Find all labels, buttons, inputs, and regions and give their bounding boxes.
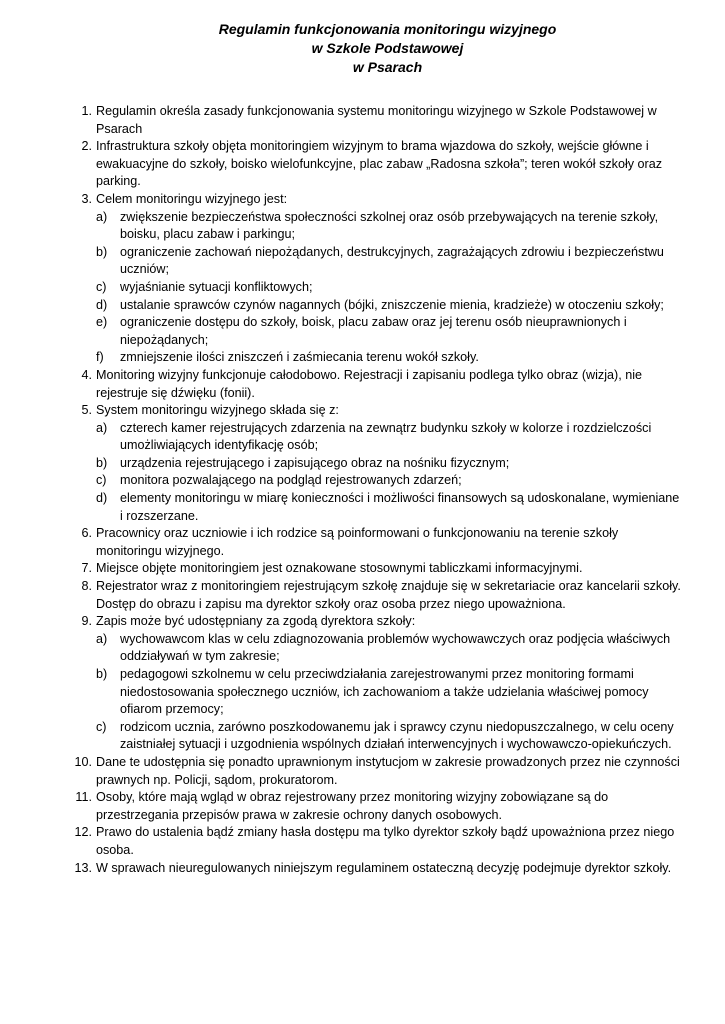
sub-text: ustalanie sprawców czynów nagannych (bójki, zniszczenie mienia, kradzieże) w otoczeniu szkoły;: [120, 297, 664, 312]
regulation-item-5: [70, 402, 685, 525]
item-text: Zapis może być udostępniany za zgodą dyrektora szkoły:: [96, 614, 416, 629]
item-number: 1.: [81, 104, 92, 118]
sub-text: zwiększenie bezpieczeństwa społeczności szkolnej oraz osób przebywających na terenie szkoły, boisku, placu zabaw i parkingu;: [120, 209, 659, 242]
title-line-2: w Szkole Podstawowej: [311, 40, 464, 56]
sub-letter: b): [96, 455, 108, 470]
item-text: Monitoring wizyjny funkcjonuje całodobowo. Rejestracji i zapisaniu podlega tylko obraz (wizja), nie rejestruje się dźwięku (fonii).: [96, 367, 643, 400]
item-number: 8.: [81, 579, 92, 594]
sublist: [96, 420, 685, 526]
item-text: Miejsce objęte monitoringiem jest oznakowane stosownymi tabliczkami informacyjnymi.: [96, 561, 583, 576]
sub-text: ograniczenie zachowań niepożądanych, destrukcyjnych, zagrażających zdrowiu i bezpieczeństwu uczniów;: [120, 244, 664, 277]
sub-text: pedagogowi szkolnemu w celu przeciwdziałania zarejestrowanymi przez monitoring formami niedostosowania społecznego uczniów, ich zachowaniom a także udzielania właściwej pomocy ofiarom przemocy;: [120, 667, 649, 717]
regulation-item-1: [70, 103, 685, 138]
sub-letter: b): [96, 244, 108, 259]
item-number: 7.: [81, 561, 92, 576]
item-number: 12.: [74, 825, 92, 840]
sub-text: rodzicom ucznia, zarówno poszkodowanemu jak i sprawcy czynu niedopuszczalnego, w celu oceny zaistniałej sytuacji i uzgodnienia wspólnych działań interwencyjnych i wychowawczo-opiekuńczych.: [120, 719, 674, 752]
regulation-item-13: [70, 860, 685, 878]
title-line-3: w Psarach: [352, 59, 423, 75]
title-line-1: Regulamin funkcjonowania monitoringu wizyjnego: [218, 21, 557, 37]
sub-item: [96, 490, 685, 525]
item-number: 9.: [81, 614, 92, 629]
item-number: 10.: [74, 754, 92, 769]
regulation-item-7: [70, 560, 685, 578]
document-title: [70, 20, 685, 77]
sub-item: [96, 455, 685, 473]
regulation-item-12: [70, 824, 685, 859]
sublist: [96, 631, 685, 754]
sub-item: [96, 297, 685, 315]
sub-item: [96, 719, 685, 754]
regulation-item-10: [70, 754, 685, 789]
item-number: 11.: [75, 790, 92, 805]
sub-item: [96, 314, 685, 349]
regulation-item-11: [70, 789, 685, 824]
item-number: 3.: [81, 191, 92, 206]
sub-text: ograniczenie dostępu do szkoły, boisk, placu zabaw oraz jej terenu osób nieuprawnionych i niepożądanych;: [120, 315, 627, 347]
regulation-item-4: [70, 367, 685, 402]
item-text: Prawo do ustalenia bądź zmiany hasła dostępu ma tylko dyrektor szkoły bądź upoważniona przez niego osoba.: [96, 825, 675, 857]
item-text: Celem monitoringu wizyjnego jest:: [96, 191, 288, 206]
sub-text: monitora pozwalającego na podgląd rejestrowanych zdarzeń;: [120, 473, 462, 488]
item-number: 4.: [81, 367, 92, 382]
sub-letter: c): [96, 719, 107, 734]
sub-letter: a): [96, 420, 108, 435]
item-text: Regulamin określa zasady funkcjonowania systemu monitoringu wizyjnego w Szkole Podstawowej w Psarach: [96, 104, 657, 136]
item-number: 13.: [74, 860, 92, 875]
sub-item: [96, 472, 685, 490]
sub-item: [96, 420, 685, 455]
sub-text: wyjaśnianie sytuacji konfliktowych;: [120, 279, 313, 294]
sub-letter: a): [96, 631, 108, 646]
sub-text: wychowawcom klas w celu zdiagnozowania problemów wychowawczych oraz podjęcia właściwych oddziaływań w tym zakresie;: [120, 631, 671, 664]
sub-letter: d): [96, 491, 108, 506]
sub-item: [96, 666, 685, 719]
sub-letter: c): [96, 279, 107, 294]
sub-item: [96, 349, 685, 367]
item-text: Rejestrator wraz z monitoringiem rejestrującym szkołę znajduje się w sekretariacie oraz kancelarii szkoły. Dostęp do obrazu i zapisu ma dyrektor szkoły oraz osoba przez niego upoważniona.: [96, 579, 681, 611]
item-text: W sprawach nieuregulowanych niniejszym regulaminem ostateczną decyzję podejmuje dyrektor szkoły.: [96, 860, 672, 875]
item-text: Infrastruktura szkoły objęta monitoringiem wizyjnym to brama wjazdowa do szkoły, wejście główne i ewakuacyjne do szkoły, boisko wielofunkcyjne, plac zabaw „Radosna szkoła”; teren wokół szkoły oraz parking.: [96, 139, 663, 189]
sub-letter: d): [96, 297, 108, 312]
item-text: Osoby, które mają wgląd w obraz rejestrowany przez monitoring wizyjny zobowiązane są do przestrzegania przepisów prawa w zakresie ochrony danych osobowych.: [96, 790, 609, 822]
sub-text: elementy monitoringu w miarę konieczności i możliwości finansowych są udoskonalane, wymieniane i rozszerzane.: [120, 491, 680, 523]
regulation-item-2: [70, 138, 685, 191]
sub-letter: f): [96, 350, 104, 365]
item-text: System monitoringu wizyjnego składa się z:: [96, 403, 339, 418]
item-number: 2.: [81, 139, 92, 154]
regulation-item-6: [70, 525, 685, 560]
regulation-list: [70, 103, 685, 877]
item-text: Pracownicy oraz uczniowie i ich rodzice są poinformowani o funkcjonowaniu na terenie szkoły monitoringu wizyjnego.: [96, 526, 619, 558]
sub-letter: e): [96, 315, 108, 330]
regulation-item-9: [70, 613, 685, 754]
sub-text: urządzenia rejestrującego i zapisującego obraz na nośniku fizycznym;: [120, 455, 510, 470]
sub-item: [96, 631, 685, 666]
item-text: Dane te udostępnia się ponadto uprawnionym instytucjom w zakresie prowadzonych przez nie czynności prawnych np. Policji, sądom, prokuratorom.: [96, 754, 680, 787]
sub-text: czterech kamer rejestrujących zdarzenia na zewnątrz budynku szkoły w kolorze i rozdzielczości umożliwiających identyfikację osób;: [120, 420, 652, 453]
sublist: [96, 209, 685, 367]
sub-letter: b): [96, 667, 108, 681]
regulation-item-8: [70, 578, 685, 613]
regulation-item-3: [70, 191, 685, 367]
item-number: 6.: [81, 526, 92, 541]
sub-item: [96, 279, 685, 297]
sub-letter: c): [96, 473, 107, 488]
sub-letter: a): [96, 209, 108, 224]
item-number: 5.: [81, 403, 92, 418]
sub-item: [96, 209, 685, 244]
sub-text: zmniejszenie ilości zniszczeń i zaśmiecania terenu wokół szkoły.: [120, 350, 479, 365]
sub-item: [96, 244, 685, 279]
